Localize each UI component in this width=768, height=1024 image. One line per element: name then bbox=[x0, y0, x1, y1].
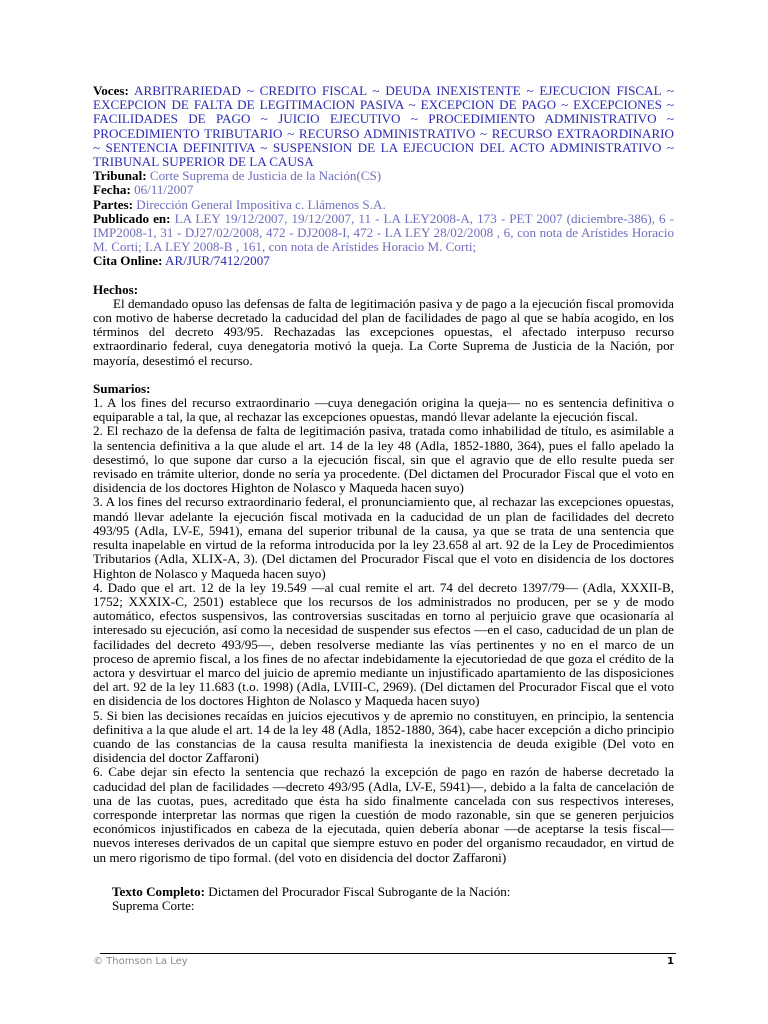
partes-value[interactable]: Dirección General Impositiva c. Llámenos S.A. bbox=[136, 196, 386, 212]
fecha-value[interactable]: 06/11/2007 bbox=[134, 182, 194, 198]
fecha-label: Fecha: bbox=[93, 182, 131, 198]
hechos-text: El demandado opuso las defensas de falta de legitimación pasiva y de pago a la ejecución fiscal promovida con motivo de haberse decretado la caducidad del plan de facilidades de pago al que se había acogido, en los términos del decreto 493/95. Rechazadas las excepciones opuestas, el afectado interpuso recurso extraordinario federal, cuya denegatoria motivó la queja. La Corte Suprema de Justicia de la Nación, por mayoría, desestimó el recurso. bbox=[93, 295, 674, 368]
voces-line bbox=[93, 84, 674, 169]
tribunal-line bbox=[93, 169, 674, 183]
sumario-item: 1. A los fines del recurso extraordinario —cuya denegación origina la queja— no es sentencia definitiva o equiparable a tal, la que, al rechazar las excepciones opuestas, mandó llevar adelante la ejecución fiscal. bbox=[93, 395, 674, 425]
suprema-corte-line: Suprema Corte: bbox=[112, 897, 195, 913]
cita-label: Cita Online: bbox=[93, 253, 163, 269]
sumario-item: 5. Si bien las decisiones recaídas en juicios ejecutivos y de apremio no constituyen, en principio, la sentencia definitiva a la que alude el art. 14 de la ley 48 (Adla, 1852-1880, 364), cabe hacer excepción a dicho principio cuando de las constancias de la causa resulta manifiesta la inexistencia de deuda exigible (Del voto en disidencia del doctor Zaffaroni) bbox=[93, 707, 674, 766]
sumario-item: 6. Cabe dejar sin efecto la sentencia que rechazó la excepción de pago en razón de haberse decretado la caducidad del plan de facilidades —decreto 493/95 (Adla, LV-E, 5941)—, debido a la falta de cancelación de una de las cuotas, pues, acreditado que ésta ha sido finalmente cancelada con sus respectivos intereses, corresponde interpretar las normas que rigen la cuestión de modo razonable, sin que se generen perjuicios económicos injustificados en cabeza de la ejecutada, quien debería abonar —de aceptarse la tesis fiscal— nuevos intereses derivados de un capital que siempre estuvo en poder del organismo recaudador, en virtud de un mero rigorismo de tipo formal. (del voto en disidencia del doctor Zaffaroni) bbox=[93, 764, 674, 865]
texto-completo-line bbox=[112, 885, 674, 899]
cita-value[interactable]: AR/JUR/7412/2007 bbox=[165, 253, 270, 269]
texto-completo-section bbox=[93, 885, 674, 913]
sumario-item: 4. Dado que el art. 12 de la ley 19.549 —al cual remite el art. 74 del decreto 1397/79— (Adla, XXXII-B, 1752; XXXIX-C, 2501) establece que los recursos de los administrados no producen, per se y de modo automático, efectos suspensivos, las controversias suscitadas en torno al perjuicio grave que ocasionaría al interesado su ejecución, así como la necesidad de suspender sus efectos —en el caso, caducidad de un plan de facilidades del decreto 493/95—, deben resolverse mediante las vías pertinentes y no en el marco de un proceso de apremio fiscal, a los fines de no afectar indebidamente la ejecutoriedad de que goza el crédito de la actora y desvirtuar el marco del juicio de apremio mediante un injustificado apartamiento de las disposiciones del art. 92 de la ley 11.683 (t.o. 1998) (Adla, LVIII-C, 2969). (Del dictamen del Procurador Fiscal que el voto en disidencia de los doctores Highton de Nolasco y Maqueda hacen suyo) bbox=[93, 579, 674, 709]
publicado-label: Publicado en: bbox=[93, 210, 171, 226]
fecha-line bbox=[93, 183, 674, 197]
tribunal-label: Tribunal: bbox=[93, 168, 147, 184]
footer-divider bbox=[100, 953, 676, 954]
voces-keywords[interactable]: ARBITRARIEDAD ~ CREDITO FISCAL ~ DEUDA INEXISTENTE ~ EJECUCION FISCAL ~ EXCEPCION DE FALTA DE LEGITIMACION PASIVA ~ EXCEPCION DE PAGO ~ EXCEPCIONES ~ FACILIDADES DE PAGO ~ JUICIO EJECUTIVO ~ PROCEDIMIENTO ADMINISTRATIVO ~ PROCEDIMIENTO TRIBUTARIO ~ RECURSO ADMINISTRATIVO ~ RECURSO EXTRAORDINARIO ~ SENTENCIA DEFINITIVA ~ SUSPENSION DE LA EJECUCION DEL ACTO ADMINISTRATIVO ~ TRIBUNAL SUPERIOR DE LA CAUSA bbox=[93, 83, 674, 170]
publicado-line bbox=[93, 212, 674, 255]
hechos-heading: Hechos: bbox=[93, 281, 139, 297]
partes-label: Partes: bbox=[93, 196, 133, 212]
partes-line bbox=[93, 198, 674, 212]
texto-completo-text: Dictamen del Procurador Fiscal Subrogante de la Nación: bbox=[208, 883, 511, 899]
tribunal-value[interactable]: Corte Suprema de Justicia de la Nación(CS) bbox=[149, 168, 382, 184]
cita-line bbox=[93, 254, 674, 268]
sumarios-heading: Sumarios: bbox=[93, 380, 151, 396]
footer-copyright: © Thomson La Ley bbox=[93, 956, 188, 967]
texto-completo-label: Texto Completo: bbox=[112, 883, 205, 899]
sumario-item: 2. El rechazo de la defensa de falta de legitimación pasiva, tratada como inhabilidad de título, es asimilable a la sentencia definitiva a la que alude el art. 14 de la ley 48 (Adla, 1852-1880, 364), pues el fallo apelado la desestimó, lo que supone dar curso a la ejecución fiscal, sin que el agravio que de ello resulte pueda ser revisado en trámite ulterior, donde no sería ya procedente. (Del dictamen del Procurador Fiscal que el voto en disidencia de los doctores Highton de Nolasco y Maqueda hacen suyo) bbox=[93, 423, 674, 496]
document-body bbox=[93, 84, 674, 913]
voces-label: Voces: bbox=[93, 83, 129, 98]
publicado-value[interactable]: LA LEY 19/12/2007, 19/12/2007, 11 - LA LEY2008-A, 173 - PET 2007 (diciembre-386), 6 - IMP2008-1, 31 - DJ27/02/2008, 472 - DJ2008-I, 472 - LA LEY 28/02/2008 , 6, con nota de Arístides Horacio M. Corti; LA LEY 2008-B , 161, con nota de Arístides Horacio M. Corti; bbox=[93, 210, 674, 255]
sumario-item: 3. A los fines del recurso extraordinario federal, el pronunciamiento que, al rechazar las excepciones opuestas, mandó llevar adelante la ejecución fiscal motivada en la caducidad de un plan de facilidades del decreto 493/95 (Adla, LV-E, 5941), emana del superior tribunal de la causa, ya que se trata de una sentencia que resulta inapelable en virtud de la reforma introducida por la ley 23.658 al art. 92 de la Ley de Procedimientos Tributarios (Adla, XLIX-A, 3). (Del dictamen del Procurador Fiscal que el voto en disidencia de los doctores Highton de Nolasco y Maqueda hacen suyo) bbox=[93, 494, 674, 581]
page-number: 1 bbox=[667, 956, 674, 967]
